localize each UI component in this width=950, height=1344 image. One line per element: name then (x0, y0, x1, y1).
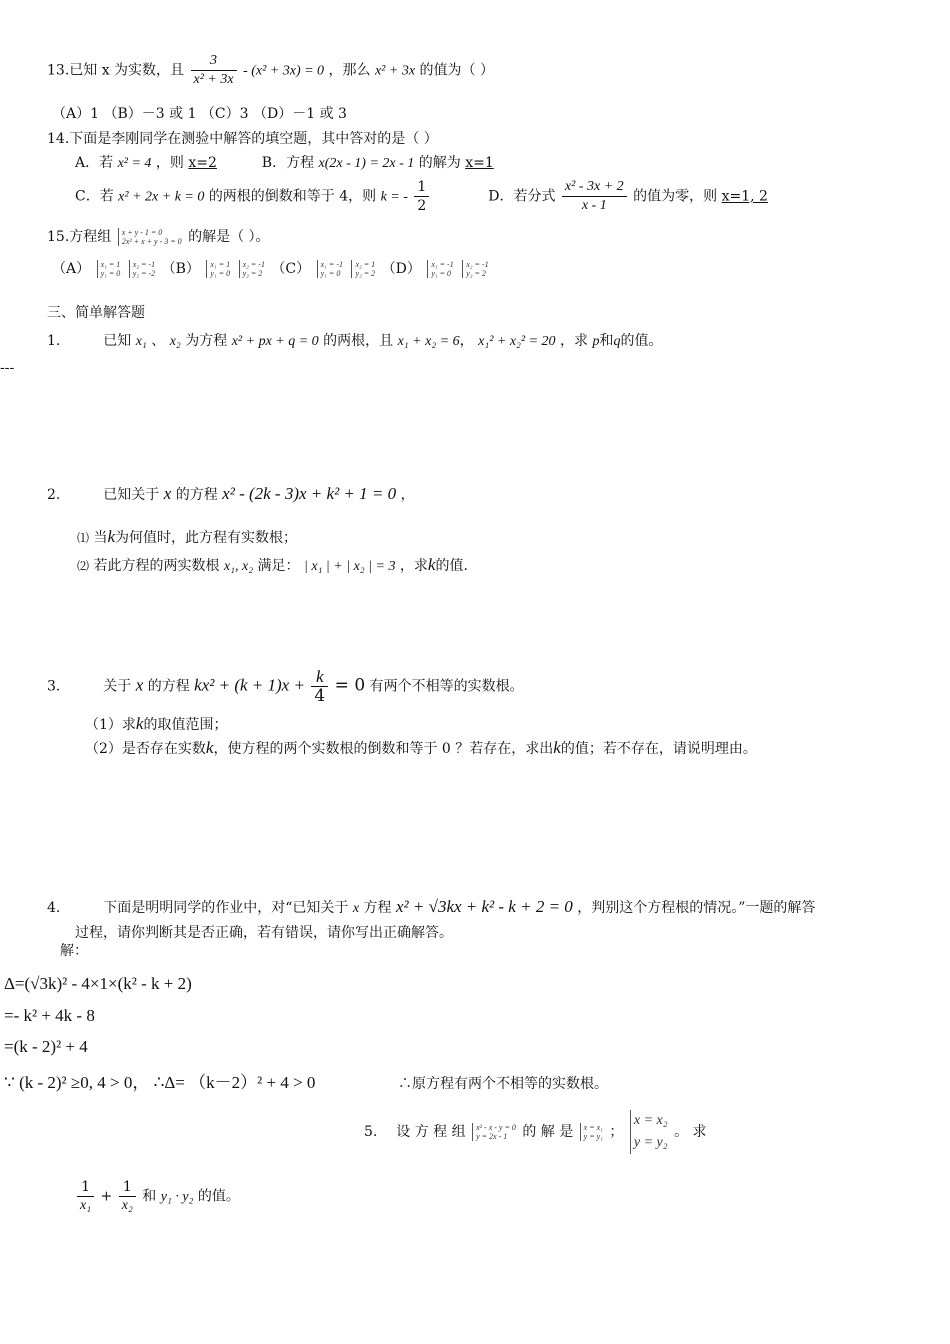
q15-sys-eq2: 2x² + x + y - 3 = 0 (121, 237, 182, 246)
q14-label: 14.下面是李刚同学在测验中解答的填空题，其中答对的是（ ） (47, 131, 438, 147)
p3-subquestion-2: （2）是否存在实数k，使方程的两个实数根的倒数和等于 0 ？若存在，求出k的值；若不存在，请说明理由。 (85, 738, 757, 757)
p3-equation-right: = 0 (334, 675, 366, 696)
p1-x1: x₁ (135, 334, 147, 349)
p2-x: x (163, 484, 172, 503)
divider-dashes: --- (0, 360, 15, 376)
p2-text2: 的方程 (175, 487, 218, 503)
q14-a-answer: x=2 (188, 155, 217, 171)
p1-p: p (592, 334, 600, 349)
p3-text1: 关于 (103, 678, 132, 695)
q14-option-c-d (75, 178, 768, 215)
q14-c-mid: 的两根的倒数和等于 4，则 (208, 188, 377, 205)
q15-b-sys1: x₁ = 1 y₁ = 0 (206, 260, 230, 278)
p5-solution2: x = x₂ y = y₂ (630, 1110, 668, 1154)
q15-system (118, 228, 182, 246)
q15-sys-eq1: x + y - 1 = 0 (121, 228, 163, 237)
q15-tail: 的解是（ ）。 (188, 229, 270, 245)
p4-text2: 方程 (363, 900, 392, 916)
p5-fraction2: $\frac{1}{\text{x₂}}$ (119, 1178, 136, 1215)
p3-text2: 的方程 (147, 678, 190, 695)
q15-option-d: （D） (381, 261, 421, 277)
p1-condition1: x₁ + x₂ = 6 (397, 334, 460, 349)
q13-frac-den: x² + 3x (193, 72, 234, 87)
p4-number: 4. (47, 900, 61, 916)
q15-a-sys1: x₁ = 1 y₁ = 0 (97, 260, 121, 278)
section-title: 三、简单解答题 (47, 305, 145, 321)
p4-text1: 下面是明明同学的作业中，对“已知关于 (103, 900, 349, 916)
p1-text1: 已知 (103, 333, 132, 349)
q14-c-text: C．若 (75, 188, 114, 205)
q14-option-a-b (75, 152, 494, 172)
q15-c-sys2: x₂ = 1 y₂ = 2 (351, 260, 375, 278)
p4-solution-label: 解： (60, 943, 88, 959)
q14-c-expr: x² + 2x + k = 0 (118, 189, 205, 205)
q14-d-text: D．若分式 (488, 188, 556, 205)
q14-b-text: B．方程 (261, 155, 315, 171)
q14-d-den: x - 1 (581, 198, 607, 213)
q15-option-a: （A） (52, 261, 91, 277)
q13-frac-num: 3 (191, 52, 237, 71)
q14-b-mid: 的解为 (418, 155, 461, 171)
p3-equation-left: kx² + (k + 1)x + (194, 675, 305, 695)
p4-solution-line4: ∵ (k - 2)² ≥0, 4 > 0， ∴Δ= （k－2）² + 4 > 0 (4, 1073, 316, 1092)
q13-tail1: ，那么 (328, 62, 371, 79)
question-13 (47, 52, 494, 89)
problem-5: 5. 设 方 程 组 x² - x - y = 0 y = 2x - 1 的 解 是 x = x₁ y = y₁ ； x = x₂ y = y₂ 。 求 (364, 1110, 707, 1154)
q14-d-answer: x=1, 2 (721, 188, 768, 205)
p1-condition2: x₁² + x₂² = 20 (478, 334, 556, 349)
problem-2 (47, 484, 415, 504)
p3-fraction: $\frac{k}{4}$ (311, 668, 328, 705)
p2-subquestion-2: ⑵ 若此方程的两实数根 x₁, x₂ 满足： | x₁ | + | x₂ | = 3 ，求k的值. (77, 555, 468, 574)
p1-number: 1. (47, 333, 61, 349)
p5-text2: 的 解 是 (522, 1124, 574, 1140)
p5-fraction1: $\frac{1}{\text{x₁}}$ (77, 1178, 94, 1215)
q14-a-mid: ，则 (155, 155, 184, 171)
p3-number: 3. (47, 678, 61, 695)
p4-conclusion: ∴原方程有两个不相等的实数根。 (398, 1076, 608, 1092)
q13-fraction (191, 52, 237, 89)
p4-text3: ，判别这个方程根的情况。”一题的解答 (577, 900, 816, 916)
p5-text1: 设 方 程 组 (396, 1124, 466, 1140)
p1-sep: 、 (151, 333, 166, 349)
q15-d-sys2: x₂ = -1 y₂ = 2 (462, 260, 488, 278)
p1-text2: 为方程 (185, 333, 228, 349)
p1-q: q (613, 334, 621, 349)
q13-target: x² + 3x (374, 63, 416, 79)
q13-options: （A）1 （B）－3 或 1 （C）3 （D）－1 或 3 (52, 106, 347, 122)
q14-c-num: 1 (414, 178, 429, 197)
q15-label: 15.方程组 (47, 229, 112, 245)
q15-d-sys1: x₁ = -1 y₁ = 0 (427, 260, 453, 278)
q14-d-num: x² - 3x + 2 (562, 178, 627, 197)
p2-number: 2. (47, 487, 61, 503)
p2-text1: 已知关于 (103, 487, 160, 503)
q15-options (52, 258, 491, 278)
q14-b-answer: x=1 (465, 155, 494, 171)
p5-number: 5. (364, 1124, 378, 1140)
p5-line2: $\frac{1}{\text{x₁}}$ + $\frac{1}{\text{x₂}}$ 和 y₁ · y₂ 的值。 (75, 1178, 240, 1215)
q15-option-c: （C） (271, 261, 311, 277)
q13-expr: - (x² + 3x) = 0 (243, 63, 325, 79)
q13-tail2: 的值为（ ） (419, 62, 494, 79)
q14-b-expr: x(2x - 1) = 2x - 1 (318, 156, 415, 171)
p4-solution-line1: Δ=(√3k)² - 4×1×(k² - k + 2) (4, 974, 192, 993)
p5-product: y₁ · y₂ (160, 1189, 194, 1205)
p4-solution-line2: =- k² + 4k - 8 (4, 1006, 95, 1025)
p4-x: x (352, 901, 360, 916)
p2-subquestion-1: ⑴ 当k为何值时，此方程有实数根； (77, 527, 298, 546)
p4-equation: x² + √3kx + k² - k + 2 = 0 (396, 897, 573, 916)
p1-text3: 的两根，且 (323, 333, 394, 349)
p5-text3: 。 求 (674, 1124, 707, 1140)
p2-equation: x² - (2k - 3)x + k² + 1 = 0 (222, 484, 397, 503)
q15-a-sys2: x₂ = -1 y₂ = -2 (129, 260, 155, 278)
p2-s2-condition: | x₁ | + | x₂ | = 3 (304, 559, 396, 574)
question-15 (47, 226, 270, 246)
q14-d-fraction (562, 178, 627, 215)
problem-4 (47, 897, 815, 917)
q15-b-sys2: x₂ = -1 y₂ = 2 (239, 260, 265, 278)
q14-c-fraction (414, 178, 429, 215)
q14-d-mid: 的值为零，则 (633, 188, 718, 205)
q15-option-b: （B） (161, 261, 200, 277)
p5-system: x² - x - y = 0 y = 2x - 1 (472, 1123, 516, 1141)
p2-s1-k: k (107, 527, 116, 546)
p4-line2: 过程，请你判断其是否正确，若有错误，请你写出正确解答。 (75, 925, 453, 941)
q15-c-sys1: x₁ = -1 y₁ = 0 (317, 260, 343, 278)
p3-x: x (135, 675, 144, 695)
p1-x2: x₂ (169, 334, 181, 349)
q14-a-text: A．若 (75, 155, 114, 171)
p1-text4: ，求 (560, 333, 589, 349)
problem-1: 1. 已知 x₁ 、 x₂ 为方程 x² + px + q = 0 的两根，且 x₁ + x₂ = 6， x₁² + x₂² = 20 ，求 p和q的值。 (47, 333, 663, 349)
p5-solution1: x = x₁ y = y₁ (580, 1123, 603, 1141)
q13-label: 13.已知 x 为实数，且 (47, 62, 185, 79)
p1-equation: x² + px + q = 0 (231, 334, 319, 349)
p3-subquestion-1: （1）求k的取值范围； (85, 714, 228, 733)
p2-text3: ， (400, 487, 415, 503)
q14-c-k: k = - (380, 189, 408, 205)
p4-solution-line3: =(k - 2)² + 4 (4, 1037, 88, 1056)
problem-3 (47, 668, 524, 705)
q14-a-expr: x² = 4 (117, 156, 152, 171)
p2-s2-roots: x₁, x₂ (223, 559, 254, 574)
p3-text3: 有两个不相等的实数根。 (369, 678, 524, 695)
q14-c-den: 2 (417, 198, 427, 214)
